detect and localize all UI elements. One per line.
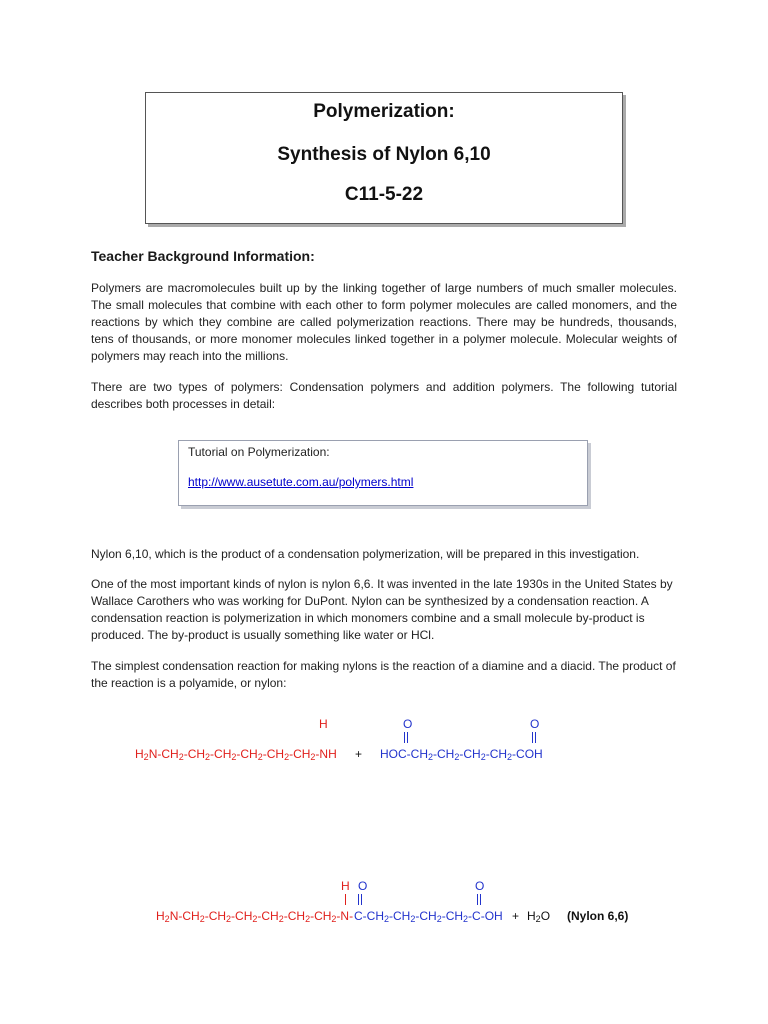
eq1-double-bond-2 <box>532 732 536 743</box>
eq1-plus: + <box>355 747 363 761</box>
title-box <box>145 92 623 224</box>
eq1-oxygen-label-2: O <box>530 717 540 731</box>
title-line-2: Synthesis of Nylon 6,10 <box>277 144 491 165</box>
section-heading: Teacher Background Information: <box>91 248 315 264</box>
eq2-oxygen-label-2: O <box>475 879 485 893</box>
eq1-diacid: HOC-$CH_2-CH_2-CH_2-CH_2$-COH <box>380 747 543 762</box>
eq2-single-bond <box>345 894 346 905</box>
title-line-1: Polymerization: <box>313 101 455 122</box>
eq2-hydrogen-label: H <box>341 879 350 893</box>
paragraph-condensation: The simplest condensation reaction for making nylons is the reaction of a diamine and a diacid. The product of the reaction is a polyamide, or nylon: <box>91 659 676 690</box>
tutorial-label: Tutorial on Polymerization: <box>188 445 330 459</box>
tutorial-link[interactable]: http://www.ausetute.com.au/polymers.html <box>188 475 414 489</box>
eq2-double-bond-1 <box>358 894 362 905</box>
eq2-acid-part: $C-CH_2-CH_2-CH_2-CH_2-C-OH$ <box>354 909 503 924</box>
tutorial-box <box>178 440 588 506</box>
paragraph-nylon66: One of the most important kinds of nylon is nylon 6,6. It was invented in the late 1930s in the United States by Wallace Carothers who was working for DuPont. Nylon can be synthesized by a condensation reaction. A condensation reaction is polymerization in which monomers combine and a small molecule by-product is produced. The by-product is usually something like water or HCl. <box>91 577 673 642</box>
paragraph-polymers: Polymers are macromolecules built up by the linking together of large numbers of much smaller molecules. The small molecules that combine with each other to form polymer molecules are called monomers, and the reactions by which they combine are called polymerization reactions. There may be hundreds, thousands, tens of thousands, or more monomer molecules linked together in a polymer molecule. Molecular weights of polymers may reach into the millions. <box>91 281 677 363</box>
eq2-oxygen-label-1: O <box>358 879 368 893</box>
eq2-amine-part: $H_2N-CH_2-CH_2-CH_2-CH_2-CH_2-CH_2-N-$ <box>156 909 354 924</box>
eq1-oxygen-label-1: O <box>403 717 413 731</box>
eq1-double-bond-1 <box>404 732 408 743</box>
paragraph-types: There are two types of polymers: Condensation polymers and addition polymers. The following tutorial describes both processes in detail: <box>91 380 677 411</box>
eq2-water: $H_2O$ <box>527 909 551 924</box>
title-line-3: C11-5-22 <box>344 184 424 205</box>
eq2-double-bond-2 <box>477 894 481 905</box>
eq1-diamine: $H_2N-CH_2-CH_2-CH_2-CH_2-CH_2-CH_2-NH$ <box>135 747 337 762</box>
paragraph-nylon610: Nylon 6,10, which is the product of a condensation polymerization, will be prepared in this investigation. <box>91 547 640 561</box>
eq1-hydrogen-label: H <box>319 717 328 731</box>
eq2-product-name: (Nylon 6,6) <box>567 909 629 923</box>
eq2-plus: + <box>512 909 520 923</box>
